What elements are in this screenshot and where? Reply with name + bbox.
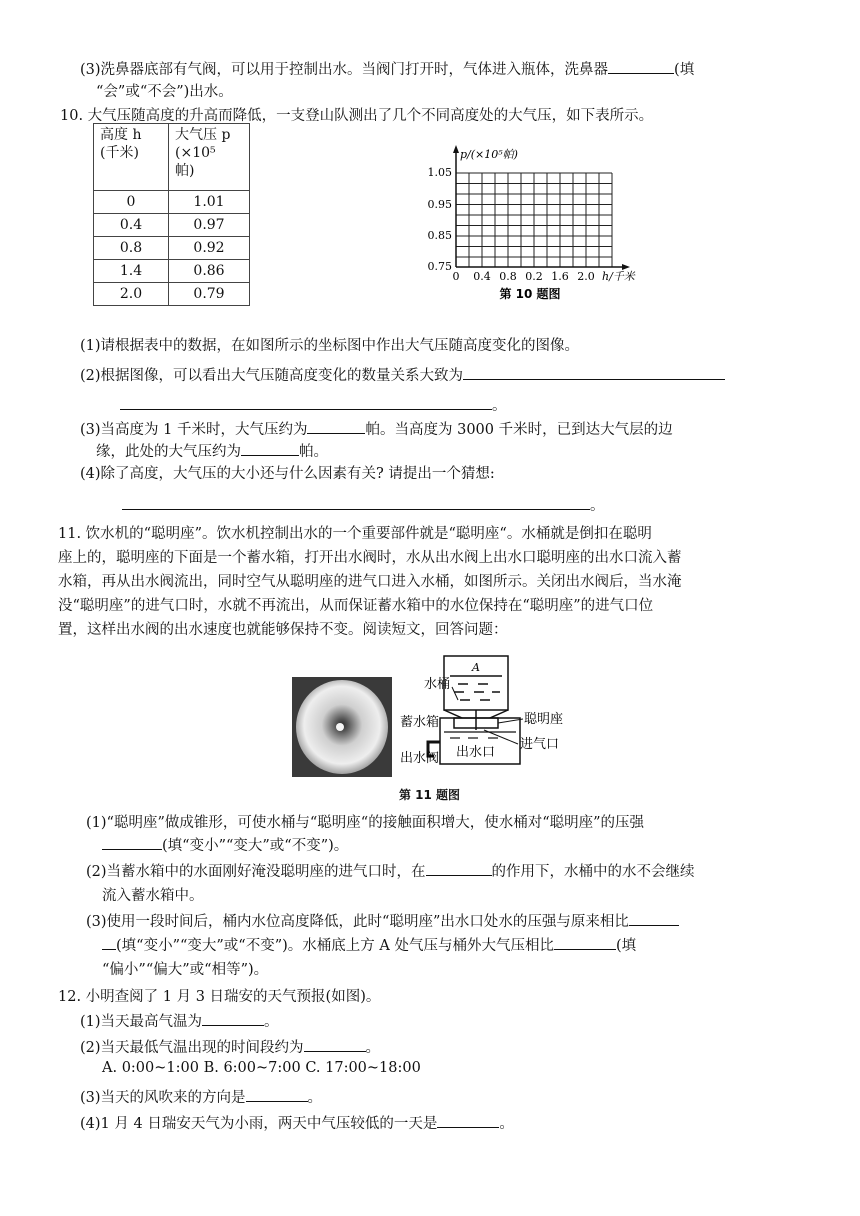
pressure-graph — [420, 140, 680, 305]
table-row: 0 1.01 — [94, 191, 250, 214]
y-tick-label: 0.75 — [427, 260, 452, 273]
q12-3: (3)当天的风吹来的方向是 。 — [80, 1086, 322, 1107]
q11-3-cont: (填“变小”“变大”或“不变”)。水桶底上方 A 处气压与桶外大气压相比 (填 — [102, 934, 636, 955]
q9-3-line2: “会”或“不会”)出水。 — [96, 84, 233, 100]
water-bucket-label: 水桶 — [424, 677, 451, 692]
air-inlet-label: 进气口 — [520, 737, 560, 752]
q11-2: (2)当蓄水箱中的水面刚好淹没聪明座的进气口时，在 的作用下，水桶中的水不会继续 — [86, 860, 695, 881]
tank-water — [444, 732, 516, 738]
q10-3-cont: 缘，此处的大气压约为 帕。 — [96, 440, 328, 461]
table-header-row — [94, 124, 250, 191]
q11-para-4: 没“聪明座”的进气口时，水就不再流出，从而保证蓄水箱中的水位保持在“聪明座”的进气口位 — [58, 598, 654, 614]
q10-4-cont: 。 — [122, 494, 605, 515]
y-axis-label: p/(×10⁵帕) — [460, 148, 518, 161]
table-row: 0.4 0.97 — [94, 214, 250, 237]
y-tick-label: 0.95 — [427, 198, 452, 211]
pressure-table — [93, 123, 250, 306]
outlet-valve-label: 出水阀 — [400, 751, 440, 766]
table-row: 2.0 0.79 — [94, 283, 250, 306]
answer-blank[interactable] — [426, 861, 492, 876]
answer-blank[interactable] — [102, 835, 162, 850]
answer-blank[interactable] — [120, 395, 492, 410]
q12-stem: 12. 小明查阅了 1 月 3 日瑞安的天气预报(如图)。 — [58, 989, 381, 1005]
q11-para-1: 11. 饮水机的“聪明座”。饮水机控制出水的一个重要部件就是“聪明座“。水桶就是倒扣在聪明 — [58, 526, 652, 542]
q12-1: (1)当天最高气温为 。 — [80, 1010, 279, 1031]
y-tick-label: 1.05 — [427, 166, 452, 179]
header-height: 高度 h (千米) — [94, 124, 169, 191]
q10-stem: 10. 大气压随高度的升高而降低，一支登山队测出了几个不同高度处的大气压，如下表所示。 — [60, 108, 654, 124]
q11-1: (1)“聪明座”做成锥形，可使水桶与“聪明座“的接触面积增大，使水桶对“聪明座”的压强 — [86, 815, 645, 831]
water-outlet-label: 出水口 — [456, 745, 496, 760]
x-tick-label: 0 — [452, 270, 460, 283]
answer-blank[interactable] — [122, 495, 590, 510]
q10-2-cont: 。 — [120, 394, 507, 415]
answer-blank[interactable] — [246, 1087, 308, 1102]
header-pressure: 大气压 p (×10⁵ 帕) — [169, 124, 250, 191]
answer-blank[interactable] — [307, 419, 365, 434]
q11-para-2: 座上的，聪明座的下面是一个蓄水箱，打开出水阀时，水从出水阀上出水口聪明座的出水口流入蓄 — [58, 550, 682, 566]
answer-blank[interactable] — [304, 1037, 366, 1052]
q11-3-cont2: “偏小”“偏大”或“相等”)。 — [102, 962, 269, 978]
storage-tank-label: 蓄水箱 — [400, 715, 440, 730]
figure-caption: 第 10 题图 — [499, 287, 561, 301]
q11-para-5: 置，这样出水阀的出水速度也就能够保持不变。阅读短文，回答问题： — [58, 622, 508, 638]
point-a-label: A — [472, 661, 480, 674]
x-tick-label: 0.2 — [525, 270, 543, 283]
smart-seat-photo — [292, 677, 392, 777]
q11-3: (3)使用一段时间后，桶内水位高度降低，此时“聪明座”出水口处水的压强与原来相比 — [86, 910, 679, 931]
q10-1: (1)请根据表中的数据，在如图所示的坐标图中作出大气压随高度变化的图像。 — [80, 338, 580, 354]
q10-3: (3)当高度为 1 千米时，大气压约为 帕。当高度为 3000 千米时，已到达大气层的边 — [80, 418, 673, 439]
answer-blank[interactable] — [608, 59, 674, 74]
graph-grid — [456, 173, 612, 267]
q11-para-3: 水箱，再从出水阀流出，同时空气从聪明座的进气口进入水桶，如图所示。关闭出水阀后，当水淹 — [58, 574, 682, 590]
answer-blank[interactable] — [102, 935, 116, 950]
x-tick-label: 1.6 — [551, 270, 569, 283]
answer-blank[interactable] — [437, 1113, 499, 1128]
x-axis-label: h/千米 — [602, 270, 635, 283]
q10-4: (4)除了高度，大气压的大小还与什么因素有关? 请提出一个猜想: — [80, 466, 495, 482]
q11-1-cont: (填“变小”“变大”或“不变”)。 — [102, 834, 348, 855]
q11-2-cont: 流入蓄水箱中。 — [102, 888, 204, 904]
q10-2: (2)根据图像，可以看出大气压随高度变化的数量关系大致为 — [80, 364, 725, 385]
q9-3-line1: (3)洗鼻器底部有气阀，可以用于控制出水。当阀门打开时，气体进入瓶体，洗鼻器 (填 — [80, 58, 694, 79]
answer-blank[interactable] — [554, 935, 616, 950]
water-dispenser-diagram — [398, 652, 598, 780]
smart-seat-label: 聪明座 — [524, 712, 564, 727]
table-row: 0.8 0.92 — [94, 237, 250, 260]
answer-blank[interactable] — [463, 365, 725, 380]
y-tick-label: 0.85 — [427, 229, 452, 242]
x-tick-label: 0.4 — [473, 270, 491, 283]
figure-caption: 第 11 题图 — [399, 788, 461, 802]
q12-options: A. 0:00~1:00 B. 6:00~7:00 C. 17:00~18:00 — [102, 1060, 421, 1076]
answer-blank[interactable] — [241, 441, 299, 456]
q12-2: (2)当天最低气温出现的时间段约为 。 — [80, 1036, 380, 1057]
x-tick-label: 0.8 — [499, 270, 517, 283]
y-axis-arrow — [453, 145, 459, 153]
answer-blank[interactable] — [629, 911, 679, 926]
x-tick-label: 2.0 — [577, 270, 595, 283]
q12-4: (4)1 月 4 日瑞安天气为小雨，两天中气压较低的一天是 。 — [80, 1112, 514, 1133]
table-row: 1.4 0.86 — [94, 260, 250, 283]
answer-blank[interactable] — [202, 1011, 264, 1026]
